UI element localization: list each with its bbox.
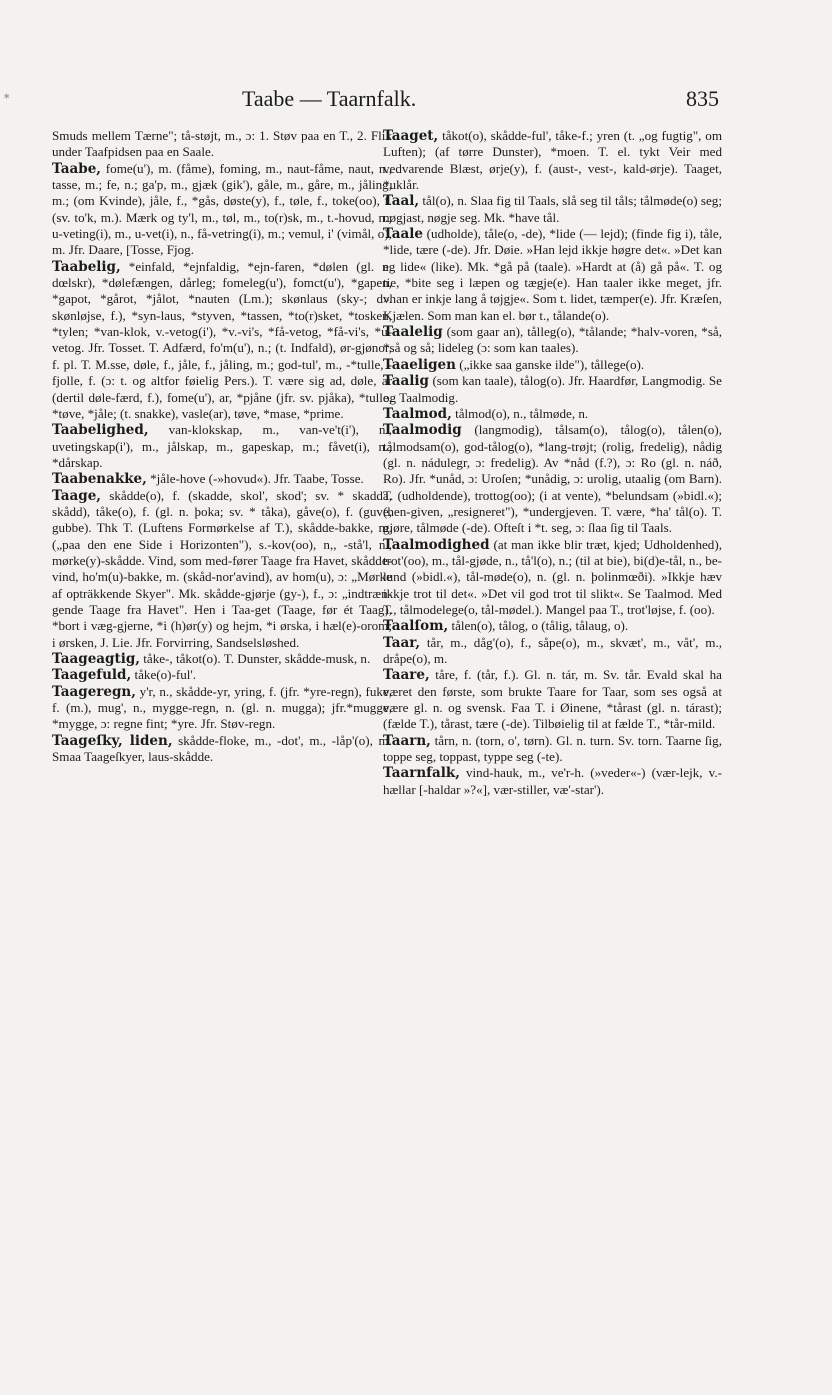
headword: Taabelighed, <box>52 422 149 439</box>
entry-text: Smuds mellem Tærne"; tå-støjt, m., ɔ: 1. Støv paa en T., 2. Flik under Taafpidsen paa en Saale. <box>52 128 392 160</box>
headword: Taagefuld, <box>52 667 132 684</box>
entry-text: (som kan taale), tålog(o). Jfr. Haardfør, Langmodig. Se og Taalmodig. <box>383 373 722 405</box>
dictionary-entry <box>52 488 392 651</box>
headword: Taaget, <box>383 128 439 144</box>
entry-text: vind-hauk, m., ve'r-h. (»veder«-) (vær-lejk, v.-hællar [-haldar »?«], vær-stiller, væ'-star'). <box>383 765 722 797</box>
entry-text: (udholde), tåle(o, -de), *lide (— lejd); (finde fig i), tåle, *lide, tære (-de). Jfr. Døie. »Han lejd ikkje høgre det«. »Det kan eg lide« (like). Mk. *gå på (taale). »Hardt at (å) gå på«. T. og tie, *bite seg i læpen og tægje(e). Han taaler ikke meget, jfr. »han er inkje lang å tøjgje«. Som t. lidet, tæmper(e). Jfr. Kræſen, Kjælen. Som man kan el. bør t., tålande(o). <box>383 226 722 323</box>
dictionary-entry <box>52 667 392 683</box>
entry-text: skådde(o), f. (skadde, skol', skod'; sv. * skadda, skådd), tåke(o), f. (gl. n. þoka; sv. * tåka), gåve(o), f. (guve, gubbe). Thk T. (Luftens Formørkelse af T.), skådde-bakke, m. („paa den ene Side i Horizonten"), s.-kov(oo), n,, -stå'l, n., mørke(y)-skådde. Vind, som med-fører Taage fra Havet, skådde-vind, ho'm(u)-bakke, m. (skåd-nor'avind), av hom(u), ɔ: „Mørke af opträkkende Skyer". Mk. skådde-gjørje (gy-), f., ɔ: „indtræn-gende Taage fra Havet". Hen i Taa-get (Taage, før ét Taag), *bort i væg-gjerne, *i (h)ør(y) og hejm, *i ørska, i hæl(e)-orom; i ørsken, J. Lie. Jfr. Forvirring, Sandselsløshed. <box>52 487 392 650</box>
headword: Taarn, <box>383 732 431 749</box>
left-column <box>52 128 392 1238</box>
headword: Taare, <box>383 667 430 684</box>
headword: Taalelig <box>383 324 443 341</box>
dictionary-entry <box>52 259 392 422</box>
dictionary-entry <box>383 128 722 193</box>
headword: Taale <box>383 226 423 243</box>
headword: Taabenakke, <box>52 471 147 488</box>
entry-text: (som gaar an), tålleg(o), *tålande; *halv-voren, *så, *så og så; lideleg (ɔ: som kan taales). <box>383 324 722 356</box>
dictionary-entry <box>383 373 722 406</box>
headword: Taaeligen <box>383 356 456 373</box>
headword: Taalmodig <box>383 422 462 439</box>
entry-text: skådde-floke, m., -dot', m., -låp'(o), m. Smaa Taageſkyer, laus-skådde. <box>52 732 392 765</box>
entry-text: *jåle-hove (-»hovud«). Jfr. Taabe, Tosse. <box>150 471 364 487</box>
entry-text: tålmod(o), n., tålmøde, n. <box>455 405 589 421</box>
headword: Taal, <box>383 193 420 210</box>
headword: Taage, <box>52 487 101 504</box>
dictionary-entry <box>52 471 392 487</box>
headword: Taalmodighed <box>383 536 490 553</box>
dictionary-entry <box>52 733 392 766</box>
headword: Taabelig, <box>52 258 121 275</box>
entry-text: tåke(o)-ful'. <box>134 667 197 683</box>
entry-text: (at man ikke blir træt, kjed; Udholdenhed), trot'(oo), m., tål-gjøde, n., tå'l(o), n.; (til at bie), bi(d)e-tål, n., be-lund (»bidl.«), tål-møde(o), n. (gl. n. þolinmœði). »Ikkje hæv ikkje trot til det«. »Det vil god trot til slikt«. Se Taalmod. Med T., tålmodelege(o, tål-mødel.). Mangel paa T., trot'løjse, f. (oo). <box>383 536 722 617</box>
entry-text: („ikke saa ganske ilde"), tållege(o). <box>459 356 645 372</box>
entry-text: van-klokskap, m., van-ve't(i'), n., uvetingskap(i'), m., jålskap, m., gapeskap, m.; fåvet(i), n.; *dårskap. <box>52 422 392 470</box>
dictionary-entry <box>52 128 392 161</box>
dictionary-entry <box>383 324 722 357</box>
dictionary-entry <box>383 357 722 373</box>
entry-text: tåre, f. (tår, f.). Gl. n. tár, m. Sv. tår. Evald skal ha været den første, som brukte Taare for Taar, som ses også at være gl. n. og svensk. Faa T. i Øinene, *tårast (gl. n. tárast); (fælde T.), tårast, tære (-de). Tilbøielig til at fælde T., *tår-mild. <box>383 667 722 732</box>
dictionary-entry <box>52 684 392 733</box>
entry-text: *einfald, *ejnfaldig, *ejn-faren, *dølen (gl. n. dœlskr), *dølefængen, dårleg; fomeleg(u'), fomct(u'), *gapen, *gapot, *gårot, *jålot, *nauten (Lm.); skønlaus (sky-; dv. skønløjse, f.), *syn-laus, *styven, *tassen, *to(r)sket, *tosken, *tylen; *van-klok, v.-vetog(i'), *v.-vi's, *få-vetog, *få-vi's, *u-vetog. Jfr. Tosset. T. Adfærd, fo'm(u'), n.; (t. Indfald), ør-gjønor, f. pl. T. M.sse, døle, f., jåle, f., jåling, m.; god-tul', m., -*tulle, -fjolle, f. (ɔ: t. og altfor føielig Pers.). T. være sig ad, døle, ar (dertil døle-færd, f.), fome(u'), ar, *pjåne (jfr. sv. pjåka), *tulle, *tøve, *jåle; (t. snakke), vasle(ar), tøve, *mase, *prime. <box>52 258 392 421</box>
margin-mark: * <box>4 92 10 105</box>
headword: Taalig <box>383 373 429 390</box>
entry-text: fome(u'), m. (fåme), foming, m., naut-fåme, naut, n., tasse, m.; fe, n.; ga'p, m., gjæk (gik'), gåle, m., gåre, m., jåling, m.; (om Kvinde), jåle, f., *gås, døste(y), f., tøle, f., toke(oo), f. (sv. to'k, m.). Mærk og ty'l, m., tøl, m., to(r)sk, m., t.-hovud, n.; u-veting(i), m., u-vet(i), n., få-vetring(i), m.; vemul, i' (vimål, o), m. Jfr. Daare, [Tosse, Fjog. <box>52 160 392 258</box>
dictionary-entry <box>383 537 722 619</box>
entry-text: tårn, n. (torn, o', tørn). Gl. n. turn. Sv. torn. Taarne ſig, toppe seg, toppast, typpe seg (-te). <box>383 732 722 765</box>
entry-text: tåke-, tåkot(o). T. Dunster, skådde-musk, n. <box>143 651 371 666</box>
entry-text: tår, m., dåg'(o), f., såpe(o), m., skvæt', m., våt', m., dråpe(o), m. <box>383 634 722 666</box>
dictionary-entry <box>383 765 722 798</box>
dictionary-entry <box>52 161 392 259</box>
entry-text: tåkot(o), skådde-ful', tåke-f.; yren (t. „og fugtig", om Luften); (af tørre Dunster), *moen. T. el. tykt Veir med vedvarende Blæst, ørje(y), f. (aust-, vest-, kald-ørje). Taaget, *uklår. <box>383 128 722 193</box>
headword: Taar, <box>383 634 421 651</box>
entry-text: (langmodig), tålsam(o), tålog(o), tålen(o), tålmodsam(o), god-tålog(o), *lang-trøjt; (rolig, fredelig), nådig (gl. n. nádulegr, ɔ: fredelig). Av *nåd (f.?), ɔ: Ro (gl. n. náð, Ro). Jfr. *unåd, ɔ: Uroſen; *unådig, ɔ: urolig, utaalig (om Barn). T. (udholdende), trottog(oo); (i at vente), *belundsam (»bidl.«); (hen-given, „resigneret"), *undergjeven. T. være, *ha' tål(o). T. gjøre, tålmøde (-de). Ofteſt i *t. seg, ɔ: ſlaa ſig til Taals. <box>383 422 722 536</box>
headword: Taabe, <box>52 160 101 177</box>
dictionary-entry <box>383 193 722 226</box>
headword: Taageſky, liden, <box>52 732 173 749</box>
headword: Taarnfalk, <box>383 765 460 782</box>
dictionary-entry <box>383 667 722 732</box>
page-number: 835 <box>686 86 719 111</box>
entry-text: y'r, n., skådde-yr, yring, f. (jfr. *yre-regn), fuke, f. (m.), mug', n., mygge-regn, n. (gl. n. mugga); jfr.*mugge, *mygge, ɔ: regne fint; *yre. Jfr. Støv-regn. <box>52 683 392 732</box>
running-head: Taabe — Taarnfalk. <box>242 86 417 111</box>
dictionary-entry <box>383 733 722 766</box>
dictionary-entry <box>52 651 392 667</box>
dictionary-entry <box>383 422 722 536</box>
headword: Taageagtig, <box>52 651 140 667</box>
headword: Taageregn, <box>52 683 136 700</box>
dictionary-entry <box>383 618 722 634</box>
dictionary-entry <box>383 226 722 324</box>
dictionary-entry <box>383 406 722 422</box>
dictionary-entry <box>383 635 722 668</box>
dictionary-entry <box>52 422 392 471</box>
entry-text: tålen(o), tålog, o (tålig, tålaug, o). <box>451 618 629 634</box>
headword: Taalſom, <box>383 618 449 635</box>
entry-text: tål(o), n. Slaa fig til Taals, slå seg til tåls; tålmøde(o) seg; nøgjast, nøgje seg. Mk. *have tål. <box>383 193 722 225</box>
headword: Taalmod, <box>383 405 452 422</box>
right-column <box>383 128 722 1238</box>
page-header <box>0 80 832 120</box>
